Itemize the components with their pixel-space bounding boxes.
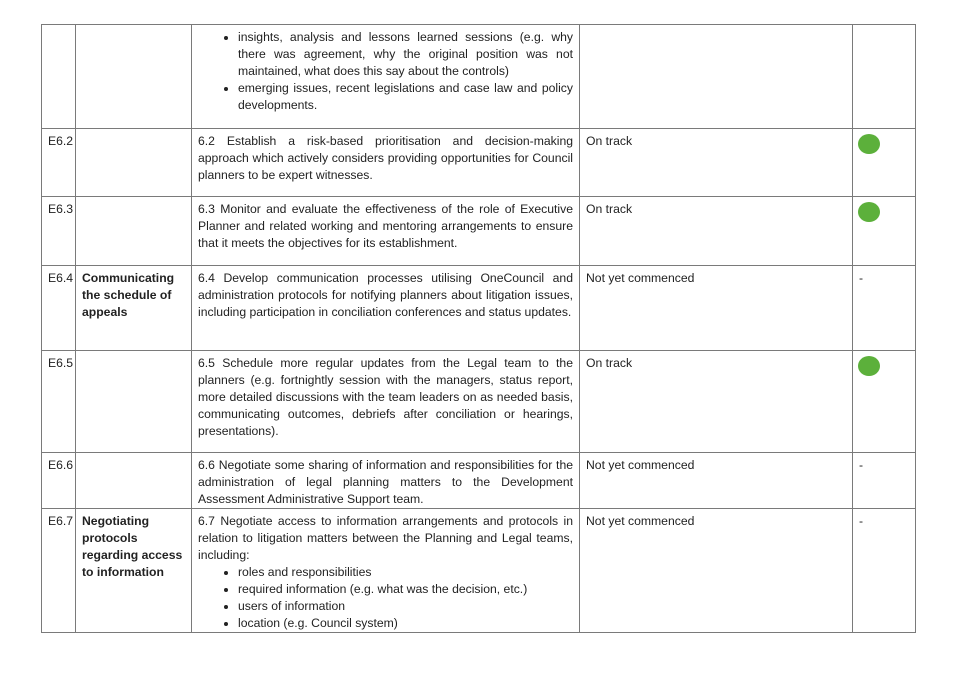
table-row [42,266,916,351]
focus-area-cell [76,25,192,129]
focus-area-cell [76,453,192,509]
list-item: • required information (e.g. what was the decision, etc.) [238,581,573,598]
table-row [42,129,916,197]
list-item: • users of information [238,598,573,615]
status-text: Not yet commenced [580,453,853,509]
rag-cell [853,25,916,129]
action-text: 6.5 Schedule more regular updates from the Legal team to the planners (e.g. fortnightly session with the managers, status report, more detailed discussions with the team leaders on as needed basis, communicating outcomes, debriefs after conciliation or hearings, presentations). [192,351,580,453]
action-bullet-list [198,29,573,114]
status-text: On track [580,351,853,453]
green-status-dot-icon [858,202,880,222]
table-row [42,351,916,453]
action-text: 6.6 Negotiate some sharing of information and responsibilities for the administration of legal planning matters to the Development Assessment Administrative Support team. [192,453,580,509]
item-id: E6.6 [42,453,76,509]
table-row [42,197,916,266]
status-text: On track [580,197,853,266]
item-id: E6.7 [42,509,76,633]
action-plan-table [41,24,916,633]
rag-dash: - [853,453,916,509]
item-id-cell [42,25,76,129]
action-cell [192,509,580,633]
focus-area-cell [76,351,192,453]
list-item: • roles and responsibilities [238,564,573,581]
table-row [42,453,916,509]
focus-area-cell [76,129,192,197]
item-id: E6.5 [42,351,76,453]
item-id: E6.4 [42,266,76,351]
action-text: 6.4 Develop communication processes utilising OneCouncil and administration protocols for notifying planners about litigation issues, including participation in conciliation conferences and status updates. [192,266,580,351]
focus-area: Communicating the schedule of appeals [76,266,192,351]
action-text: 6.7 Negotiate access to information arrangements and protocols in relation to litigation matters between the Planning and Legal teams, including: [198,514,573,562]
focus-area: Negotiating protocols regarding access to information [76,509,192,633]
rag-cell [853,197,916,266]
item-id: E6.2 [42,129,76,197]
list-item: • insights, analysis and lessons learned sessions (e.g. why there was agreement, why the original position was not maintained, what does this say about the controls) [238,29,573,80]
status-text: Not yet commenced [580,266,853,351]
action-text: 6.2 Establish a risk-based prioritisation and decision-making approach which actively considers providing opportunities for Council planners to be expert witnesses. [192,129,580,197]
status-text: On track [580,129,853,197]
status-text: Not yet commenced [580,509,853,633]
action-cell [192,25,580,129]
action-text: 6.3 Monitor and evaluate the effectiveness of the role of Executive Planner and related working and mentoring arrangements to ensure that it meets the objectives for its establishment. [192,197,580,266]
focus-area-cell [76,197,192,266]
rag-cell [853,351,916,453]
green-status-dot-icon [858,356,880,376]
table-row [42,25,916,129]
green-status-dot-icon [858,134,880,154]
item-id: E6.3 [42,197,76,266]
action-bullet-list [198,564,573,632]
rag-dash: - [853,509,916,633]
rag-dash: - [853,266,916,351]
rag-cell [853,129,916,197]
table-row [42,509,916,633]
list-item: • location (e.g. Council system) [238,615,573,632]
status-cell [580,25,853,129]
list-item: • emerging issues, recent legislations and case law and policy developments. [238,80,573,114]
